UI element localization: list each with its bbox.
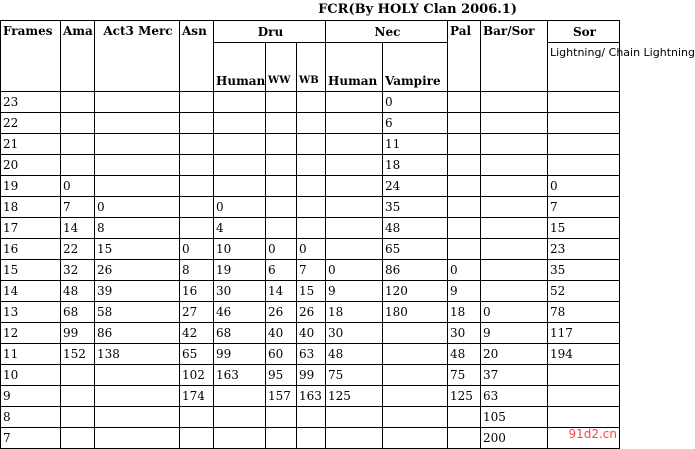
- fcr-value-cell: [95, 155, 180, 176]
- fcr-value-cell: 19: [214, 260, 266, 281]
- frame-cell: 17: [1, 218, 61, 239]
- fcr-value-cell: [548, 92, 620, 113]
- fcr-value-cell: [326, 92, 383, 113]
- fcr-value-cell: 200: [481, 428, 548, 449]
- fcr-value-cell: [297, 155, 326, 176]
- fcr-value-cell: 163: [297, 386, 326, 407]
- fcr-value-cell: 42: [180, 323, 214, 344]
- fcr-value-cell: 27: [180, 302, 214, 323]
- fcr-value-cell: 32: [61, 260, 95, 281]
- fcr-value-cell: [548, 365, 620, 386]
- fcr-value-cell: [266, 176, 297, 197]
- fcr-value-cell: [61, 155, 95, 176]
- table-row: [1, 386, 620, 407]
- fcr-value-cell: [180, 113, 214, 134]
- title-row: [1, 0, 620, 21]
- fcr-value-cell: 138: [95, 344, 180, 365]
- fcr-value-cell: 48: [448, 344, 481, 365]
- fcr-value-cell: [61, 365, 95, 386]
- fcr-value-cell: 157: [266, 386, 297, 407]
- header-sor: Sor: [548, 21, 620, 43]
- fcr-value-cell: 78: [548, 302, 620, 323]
- fcr-value-cell: 18: [448, 302, 481, 323]
- fcr-value-cell: [326, 113, 383, 134]
- fcr-value-cell: 37: [481, 365, 548, 386]
- subheader-nec-human: Human: [326, 43, 383, 92]
- header-ama: Ama: [61, 21, 95, 92]
- header-asn: Asn: [180, 21, 214, 92]
- fcr-value-cell: [383, 323, 448, 344]
- fcr-value-cell: 39: [95, 281, 180, 302]
- fcr-value-cell: 86: [383, 260, 448, 281]
- fcr-value-cell: [95, 92, 180, 113]
- fcr-value-cell: 99: [61, 323, 95, 344]
- fcr-value-cell: 10: [214, 239, 266, 260]
- fcr-value-cell: 7: [297, 260, 326, 281]
- frame-cell: 15: [1, 260, 61, 281]
- fcr-value-cell: [448, 176, 481, 197]
- fcr-value-cell: [297, 218, 326, 239]
- fcr-value-cell: [326, 218, 383, 239]
- fcr-value-cell: [326, 134, 383, 155]
- frame-cell: 16: [1, 239, 61, 260]
- fcr-value-cell: [481, 239, 548, 260]
- fcr-value-cell: 174: [180, 386, 214, 407]
- fcr-value-cell: [448, 92, 481, 113]
- header-bar-sor: Bar/Sor: [481, 21, 548, 92]
- fcr-value-cell: 15: [95, 239, 180, 260]
- frame-cell: 21: [1, 134, 61, 155]
- fcr-value-cell: [297, 176, 326, 197]
- table-row: [1, 92, 620, 113]
- subheader-nec-vampire: Vampire: [383, 43, 448, 92]
- fcr-value-cell: [95, 407, 180, 428]
- fcr-value-cell: 102: [180, 365, 214, 386]
- fcr-value-cell: [297, 134, 326, 155]
- fcr-value-cell: [266, 134, 297, 155]
- table-row: [1, 218, 620, 239]
- fcr-value-cell: 8: [95, 218, 180, 239]
- fcr-value-cell: 125: [448, 386, 481, 407]
- fcr-value-cell: 4: [214, 218, 266, 239]
- fcr-value-cell: 18: [326, 302, 383, 323]
- fcr-value-cell: [180, 155, 214, 176]
- fcr-value-cell: [548, 113, 620, 134]
- frame-cell: 14: [1, 281, 61, 302]
- fcr-value-cell: [214, 386, 266, 407]
- table-row: [1, 302, 620, 323]
- fcr-value-cell: 99: [214, 344, 266, 365]
- frame-cell: 10: [1, 365, 61, 386]
- fcr-value-cell: [266, 92, 297, 113]
- fcr-value-cell: [548, 134, 620, 155]
- table-row: [1, 239, 620, 260]
- fcr-value-cell: 75: [448, 365, 481, 386]
- header-row: [1, 21, 620, 43]
- fcr-value-cell: [326, 176, 383, 197]
- fcr-value-cell: 26: [297, 302, 326, 323]
- fcr-value-cell: 35: [383, 197, 448, 218]
- fcr-value-cell: [448, 218, 481, 239]
- fcr-value-cell: 58: [95, 302, 180, 323]
- subheader-dru-wb: WB: [297, 43, 326, 92]
- fcr-value-cell: 52: [548, 281, 620, 302]
- fcr-value-cell: [548, 386, 620, 407]
- fcr-value-cell: 117: [548, 323, 620, 344]
- fcr-value-cell: [61, 386, 95, 407]
- frame-cell: 11: [1, 344, 61, 365]
- fcr-value-cell: 23: [548, 239, 620, 260]
- fcr-value-cell: 14: [266, 281, 297, 302]
- header-pal: Pal: [448, 21, 481, 92]
- fcr-value-cell: 35: [548, 260, 620, 281]
- fcr-value-cell: 40: [297, 323, 326, 344]
- fcr-value-cell: 68: [61, 302, 95, 323]
- fcr-value-cell: 60: [266, 344, 297, 365]
- fcr-value-cell: [481, 197, 548, 218]
- fcr-value-cell: 24: [383, 176, 448, 197]
- fcr-value-cell: [326, 407, 383, 428]
- fcr-value-cell: [448, 407, 481, 428]
- fcr-value-cell: [326, 428, 383, 449]
- fcr-value-cell: 6: [383, 113, 448, 134]
- frame-cell: 7: [1, 428, 61, 449]
- fcr-value-cell: [448, 113, 481, 134]
- fcr-value-cell: 30: [448, 323, 481, 344]
- fcr-value-cell: [297, 428, 326, 449]
- fcr-value-cell: [95, 113, 180, 134]
- fcr-value-cell: [448, 134, 481, 155]
- table-row: [1, 197, 620, 218]
- fcr-value-cell: 9: [481, 323, 548, 344]
- fcr-value-cell: 63: [297, 344, 326, 365]
- fcr-value-cell: [266, 407, 297, 428]
- fcr-value-cell: 0: [95, 197, 180, 218]
- fcr-value-cell: 105: [481, 407, 548, 428]
- fcr-value-cell: [180, 134, 214, 155]
- fcr-value-cell: [214, 428, 266, 449]
- fcr-value-cell: 0: [61, 176, 95, 197]
- fcr-value-cell: 0: [180, 239, 214, 260]
- fcr-value-cell: [383, 407, 448, 428]
- fcr-value-cell: [383, 428, 448, 449]
- fcr-value-cell: [95, 365, 180, 386]
- table-row: [1, 344, 620, 365]
- fcr-value-cell: 68: [214, 323, 266, 344]
- fcr-value-cell: [61, 134, 95, 155]
- frame-cell: 12: [1, 323, 61, 344]
- title-spacer: [1, 0, 214, 21]
- fcr-value-cell: [180, 197, 214, 218]
- table-row: [1, 155, 620, 176]
- fcr-value-cell: 125: [326, 386, 383, 407]
- frame-cell: 13: [1, 302, 61, 323]
- fcr-value-cell: [326, 155, 383, 176]
- frame-cell: 20: [1, 155, 61, 176]
- fcr-value-cell: 14: [61, 218, 95, 239]
- fcr-value-cell: [297, 92, 326, 113]
- fcr-value-cell: [95, 428, 180, 449]
- table-row: [1, 407, 620, 428]
- fcr-value-cell: 65: [180, 344, 214, 365]
- frame-cell: 22: [1, 113, 61, 134]
- fcr-value-cell: 95: [266, 365, 297, 386]
- fcr-value-cell: [448, 197, 481, 218]
- fcr-value-cell: [383, 365, 448, 386]
- fcr-value-cell: 75: [326, 365, 383, 386]
- fcr-value-cell: [95, 386, 180, 407]
- table-title: FCR(By HOLY Clan 2006.1): [318, 2, 517, 17]
- fcr-value-cell: [214, 155, 266, 176]
- fcr-value-cell: 180: [383, 302, 448, 323]
- fcr-value-cell: [383, 386, 448, 407]
- table-row: [1, 428, 620, 449]
- fcr-value-cell: 15: [548, 218, 620, 239]
- fcr-value-cell: [448, 155, 481, 176]
- frame-cell: 18: [1, 197, 61, 218]
- fcr-value-cell: [266, 113, 297, 134]
- fcr-value-cell: [266, 218, 297, 239]
- fcr-value-cell: [481, 113, 548, 134]
- fcr-value-cell: 8: [180, 260, 214, 281]
- fcr-value-cell: 65: [383, 239, 448, 260]
- frame-cell: 19: [1, 176, 61, 197]
- fcr-value-cell: 99: [297, 365, 326, 386]
- fcr-value-cell: 26: [95, 260, 180, 281]
- table-row: [1, 176, 620, 197]
- fcr-value-cell: 152: [61, 344, 95, 365]
- fcr-value-cell: 22: [61, 239, 95, 260]
- fcr-value-cell: [266, 428, 297, 449]
- fcr-value-cell: [180, 92, 214, 113]
- fcr-value-cell: [266, 155, 297, 176]
- fcr-value-cell: 48: [383, 218, 448, 239]
- frame-cell: 9: [1, 386, 61, 407]
- watermark-text: 91d2.cn: [568, 427, 617, 441]
- fcr-value-cell: [297, 197, 326, 218]
- frame-cell: 23: [1, 92, 61, 113]
- fcr-value-cell: 0: [266, 239, 297, 260]
- fcr-value-cell: [548, 155, 620, 176]
- fcr-value-cell: 40: [266, 323, 297, 344]
- fcr-value-cell: [326, 197, 383, 218]
- fcr-value-cell: 0: [214, 197, 266, 218]
- fcr-value-cell: 0: [383, 92, 448, 113]
- fcr-value-cell: [214, 176, 266, 197]
- header-nec: Nec: [326, 21, 448, 43]
- fcr-value-cell: [548, 407, 620, 428]
- fcr-value-cell: 0: [548, 176, 620, 197]
- fcr-value-cell: 86: [95, 323, 180, 344]
- fcr-value-cell: 120: [383, 281, 448, 302]
- fcr-value-cell: 7: [548, 197, 620, 218]
- fcr-value-cell: [214, 92, 266, 113]
- fcr-value-cell: 163: [214, 365, 266, 386]
- fcr-value-cell: 30: [214, 281, 266, 302]
- fcr-value-cell: [481, 260, 548, 281]
- fcr-value-cell: 0: [297, 239, 326, 260]
- fcr-value-cell: [61, 113, 95, 134]
- fcr-value-cell: [326, 239, 383, 260]
- fcr-value-cell: [214, 134, 266, 155]
- fcr-value-cell: [481, 218, 548, 239]
- fcr-value-cell: [214, 113, 266, 134]
- fcr-value-cell: [180, 407, 214, 428]
- frame-cell: 8: [1, 407, 61, 428]
- fcr-value-cell: 30: [326, 323, 383, 344]
- fcr-value-cell: [180, 428, 214, 449]
- fcr-value-cell: 26: [266, 302, 297, 323]
- fcr-value-cell: [481, 134, 548, 155]
- fcr-value-cell: 18: [383, 155, 448, 176]
- fcr-value-cell: [481, 281, 548, 302]
- table-row: [1, 260, 620, 281]
- subheader-dru-human: Human: [214, 43, 266, 92]
- fcr-value-cell: [383, 344, 448, 365]
- fcr-value-cell: [297, 407, 326, 428]
- fcr-value-cell: [266, 197, 297, 218]
- table-row: [1, 134, 620, 155]
- subheader-dru-ww: WW: [266, 43, 297, 92]
- fcr-value-cell: [214, 407, 266, 428]
- fcr-value-cell: 11: [383, 134, 448, 155]
- fcr-value-cell: 16: [180, 281, 214, 302]
- fcr-value-cell: 48: [61, 281, 95, 302]
- header-dru: Dru: [214, 21, 326, 43]
- fcr-value-cell: 63: [481, 386, 548, 407]
- fcr-value-cell: 20: [481, 344, 548, 365]
- fcr-value-cell: [61, 92, 95, 113]
- fcr-value-cell: [448, 428, 481, 449]
- table-row: [1, 365, 620, 386]
- header-frames: Frames: [1, 21, 61, 92]
- fcr-value-cell: [180, 218, 214, 239]
- fcr-value-cell: 9: [326, 281, 383, 302]
- fcr-value-cell: 0: [326, 260, 383, 281]
- fcr-value-cell: 48: [326, 344, 383, 365]
- fcr-value-cell: 0: [448, 260, 481, 281]
- table-row: [1, 281, 620, 302]
- subheader-sor-lightning: Lightning/ Chain Lightning: [548, 43, 620, 92]
- fcr-value-cell: 46: [214, 302, 266, 323]
- fcr-value-cell: [297, 113, 326, 134]
- fcr-value-cell: [448, 239, 481, 260]
- fcr-value-cell: [95, 176, 180, 197]
- fcr-value-cell: 6: [266, 260, 297, 281]
- fcr-value-cell: [61, 428, 95, 449]
- fcr-value-cell: [481, 92, 548, 113]
- table-row: [1, 113, 620, 134]
- fcr-value-cell: [180, 176, 214, 197]
- fcr-value-cell: [61, 407, 95, 428]
- header-act3-merc: Act3 Merc: [95, 21, 180, 92]
- table-row: [1, 323, 620, 344]
- fcr-value-cell: 7: [61, 197, 95, 218]
- fcr-value-cell: [95, 134, 180, 155]
- fcr-value-cell: 0: [481, 302, 548, 323]
- fcr-value-cell: 194: [548, 344, 620, 365]
- fcr-value-cell: [481, 155, 548, 176]
- fcr-value-cell: [481, 176, 548, 197]
- fcr-value-cell: 9: [448, 281, 481, 302]
- fcr-value-cell: 15: [297, 281, 326, 302]
